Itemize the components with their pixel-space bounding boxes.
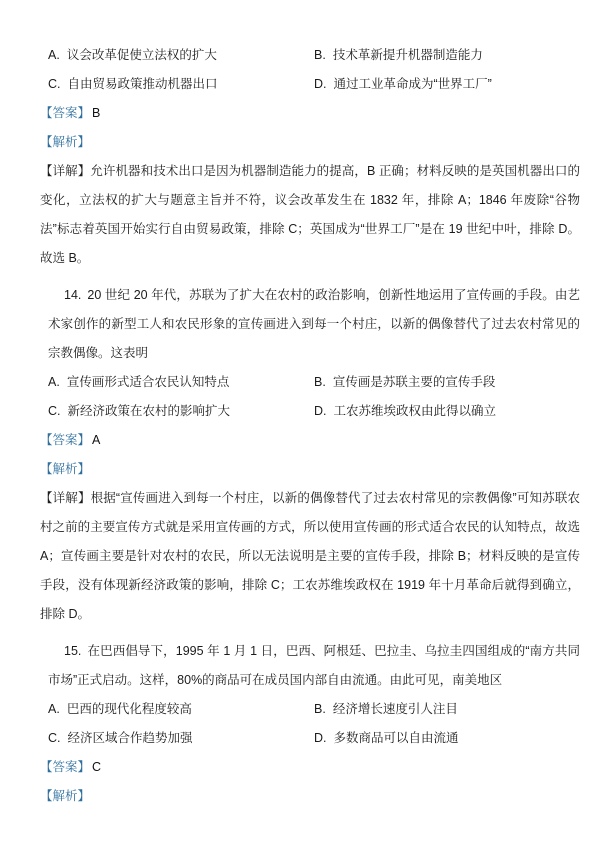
option-letter: B. bbox=[314, 702, 326, 716]
option-text: 通过工业革命成为“世界工厂” bbox=[333, 77, 492, 91]
analysis-label: 【解析】 bbox=[40, 135, 91, 149]
option-letter: A. bbox=[48, 702, 60, 716]
question-14 bbox=[40, 281, 580, 629]
answer-value: C bbox=[92, 760, 102, 774]
detail-paragraph bbox=[40, 157, 580, 273]
answer-line bbox=[40, 99, 580, 128]
option-letter: B. bbox=[314, 48, 326, 62]
option-letter: C. bbox=[48, 731, 61, 745]
detail-text: 根据“宣传画进入到每一个村庄，以新的偶像替代了过去农村常见的宗教偶像”可知苏联农村之前的主要宣传方式就是采用宣传画的方式，所以使用宣传画的形式适合农民的认知特点，故选 A；宣传画主要是针对农村的农民，所以无法说明是主要的宣传手段，排除 B；材料反映的是宣传手段，没有体现新经济政策的影响，排除 C；工农苏维埃政权在 1919 年十月革命后就得到确立，排除 D。 bbox=[40, 491, 580, 621]
question-14-stem bbox=[40, 281, 580, 368]
answer-value: B bbox=[92, 106, 101, 120]
answer-label: 【答案】 bbox=[40, 433, 91, 447]
option-text: 宣传画形式适合农民认知特点 bbox=[66, 375, 230, 389]
option-letter: C. bbox=[48, 77, 61, 91]
detail-label: 【详解】 bbox=[40, 491, 91, 505]
analysis-label: 【解析】 bbox=[40, 462, 91, 476]
option-text: 经济增长速度引人注目 bbox=[332, 702, 458, 716]
analysis-label: 【解析】 bbox=[40, 789, 91, 803]
question-13-fragment bbox=[40, 41, 580, 273]
question-15-stem bbox=[40, 637, 580, 695]
question-15-options bbox=[40, 695, 580, 753]
option-c bbox=[48, 70, 314, 99]
answer-line bbox=[40, 426, 580, 455]
answer-value: A bbox=[92, 433, 101, 447]
option-letter: A. bbox=[48, 48, 60, 62]
option-text: 新经济政策在农村的影响扩大 bbox=[67, 404, 231, 418]
question-number: 15. bbox=[64, 644, 82, 658]
detail-paragraph bbox=[40, 484, 580, 629]
question-text: 20 世纪 20 年代，苏联为了扩大在农村的政治影响，创新性地运用了宣传画的手段。由艺术家创作的新型工人和农民形象的宣传画进入到每一个村庄，以新的偶像替代了过去农村常见的宗教偶像。这表明 bbox=[48, 288, 580, 360]
option-text: 多数商品可以自由流通 bbox=[333, 731, 459, 745]
option-text: 宣传画是苏联主要的宣传手段 bbox=[332, 375, 496, 389]
option-b bbox=[314, 41, 580, 70]
option-c bbox=[48, 724, 314, 753]
option-a bbox=[48, 695, 314, 724]
option-text: 议会改革促使立法权的扩大 bbox=[66, 48, 217, 62]
answer-label: 【答案】 bbox=[40, 106, 91, 120]
question-text: 在巴西倡导下，1995 年 1 月 1 日，巴西、阿根廷、巴拉圭、乌拉圭四国组成的“南方共同市场”正式启动。这样，80%的商品可在成员国内部自由流通。由此可见，南美地区 bbox=[48, 644, 580, 687]
detail-label: 【详解】 bbox=[40, 164, 91, 178]
answer-label: 【答案】 bbox=[40, 760, 91, 774]
option-b bbox=[314, 695, 580, 724]
option-b bbox=[314, 368, 580, 397]
option-c bbox=[48, 397, 314, 426]
option-text: 技术革新提升机器制造能力 bbox=[332, 48, 483, 62]
option-text: 自由贸易政策推动机器出口 bbox=[67, 77, 218, 91]
option-d bbox=[314, 397, 580, 426]
option-text: 巴西的现代化程度较高 bbox=[66, 702, 192, 716]
option-letter: D. bbox=[314, 404, 327, 418]
option-a bbox=[48, 41, 314, 70]
question-13-options bbox=[40, 41, 580, 99]
option-text: 经济区域合作趋势加强 bbox=[67, 731, 193, 745]
option-letter: D. bbox=[314, 731, 327, 745]
option-letter: C. bbox=[48, 404, 61, 418]
option-d bbox=[314, 724, 580, 753]
answer-line bbox=[40, 753, 580, 782]
detail-text: 允许机器和技术出口是因为机器制造能力的提高，B 正确；材料反映的是英国机器出口的变化，立法权的扩大与题意主旨并不符，议会改革发生在 1832 年，排除 A；1846 年废除“谷物法”标志着英国开始实行自由贸易政策，排除 C；英国成为“世界工厂”是在 19 世纪中叶，排除 D。故选 B。 bbox=[40, 164, 580, 265]
question-14-options bbox=[40, 368, 580, 426]
question-number: 14. bbox=[64, 288, 82, 302]
option-d bbox=[314, 70, 580, 99]
option-letter: D. bbox=[314, 77, 327, 91]
question-15 bbox=[40, 637, 580, 811]
option-text: 工农苏维埃政权由此得以确立 bbox=[333, 404, 497, 418]
option-letter: A. bbox=[48, 375, 60, 389]
option-a bbox=[48, 368, 314, 397]
option-letter: B. bbox=[314, 375, 326, 389]
